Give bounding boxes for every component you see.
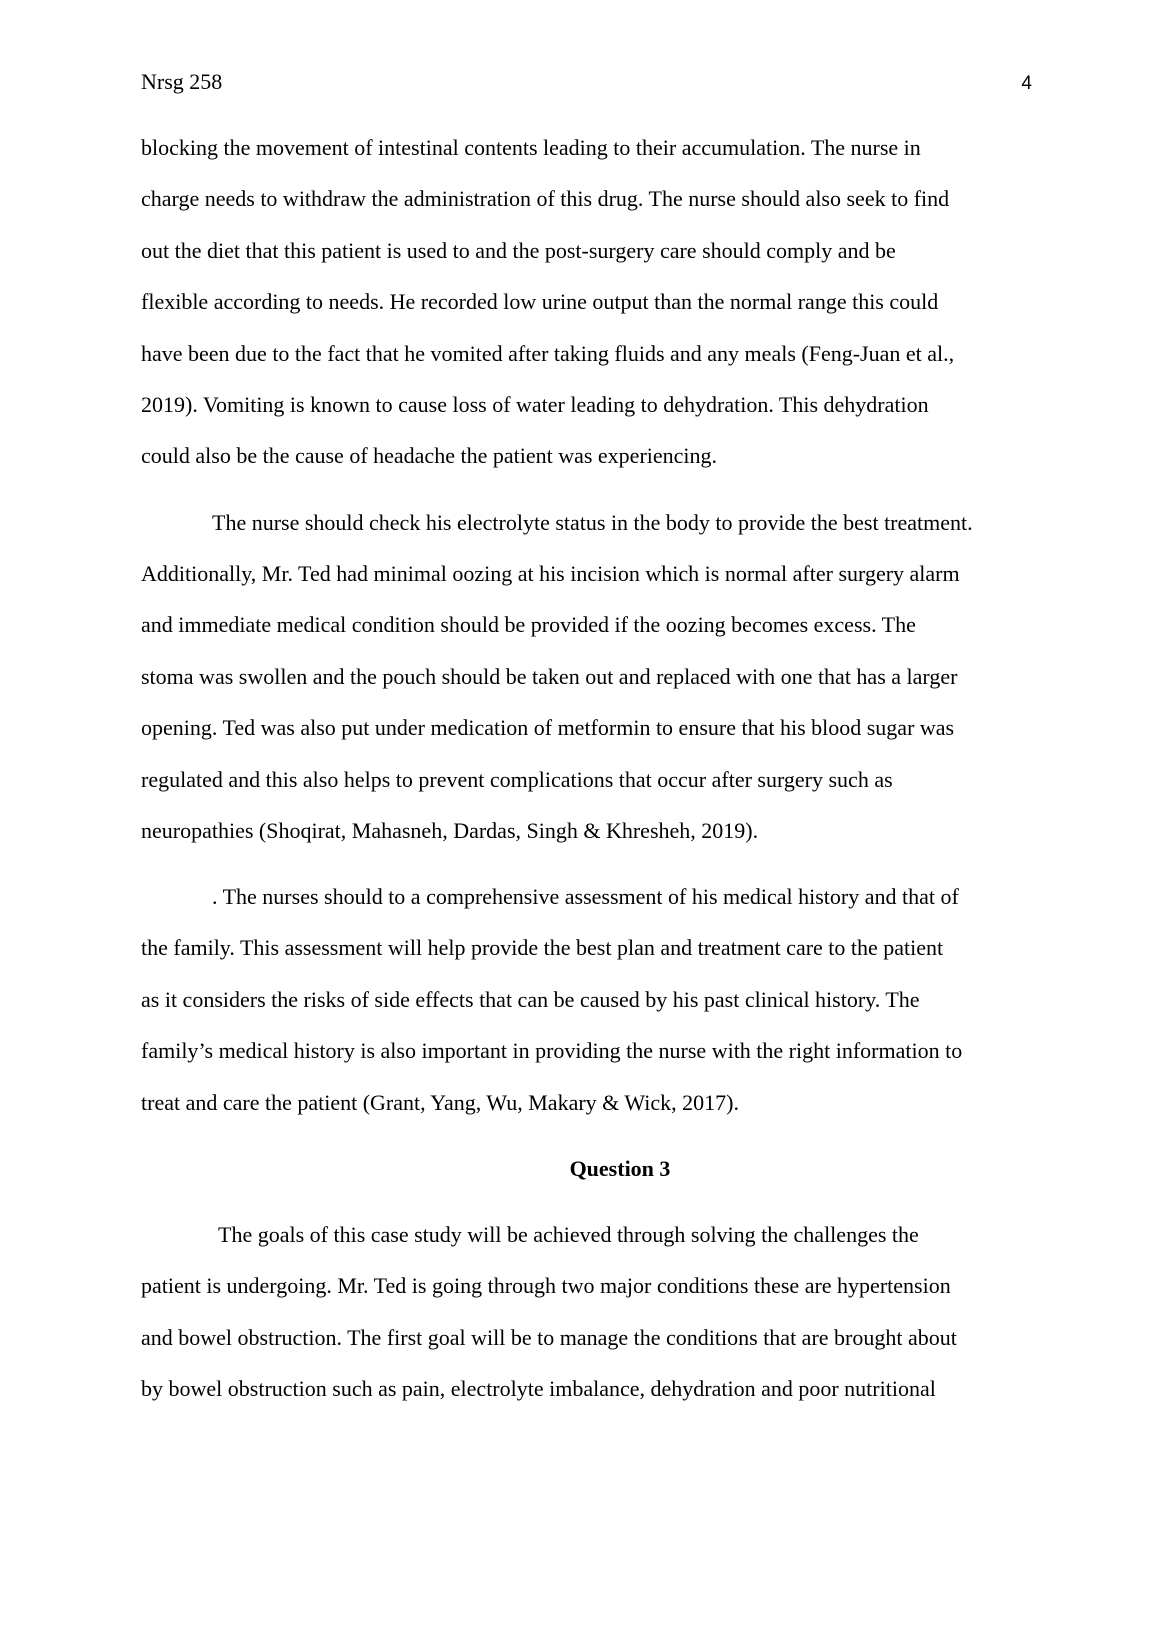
- text-line: opening. Ted was also put under medication of metformin to ensure that his blood sugar was: [141, 715, 955, 740]
- text-line: . The nurses should to a comprehensive assessment of his medical history and that of: [212, 884, 959, 909]
- text-line: could also be the cause of headache the patient was experiencing.: [141, 443, 718, 468]
- text-line: The nurse should check his electrolyte status in the body to provide the best treatment.: [212, 510, 973, 535]
- text-line: patient is undergoing. Mr. Ted is going through two major conditions these are hypertension: [141, 1273, 951, 1298]
- text-line: have been due to the fact that he vomited after taking fluids and any meals (Feng-Juan et al.,: [141, 341, 955, 366]
- text-line: treat and care the patient (Grant, Yang, Wu, Makary & Wick, 2017).: [141, 1090, 739, 1115]
- text-line: as it considers the risks of side effects that can be caused by his past clinical history. The: [141, 987, 920, 1012]
- text-line: flexible according to needs. He recorded low urine output than the normal range this could: [141, 289, 939, 314]
- text-line: by bowel obstruction such as pain, electrolyte imbalance, dehydration and poor nutritional: [141, 1376, 936, 1401]
- text-line: the family. This assessment will help provide the best plan and treatment care to the patient: [141, 935, 944, 960]
- text-line: The goals of this case study will be achieved through solving the challenges the: [218, 1222, 919, 1247]
- text-line: and bowel obstruction. The first goal will be to manage the conditions that are brought about: [141, 1325, 957, 1350]
- text-line: 2019). Vomiting is known to cause loss of water leading to dehydration. This dehydration: [141, 392, 929, 417]
- text-line: charge needs to withdraw the administration of this drug. The nurse should also seek to find: [141, 186, 950, 211]
- text-line: stoma was swollen and the pouch should be taken out and replaced with one that has a larger: [141, 664, 958, 689]
- text-line: out the diet that this patient is used to and the post-surgery care should comply and be: [141, 238, 896, 263]
- text-line: neuropathies (Shoqirat, Mahasneh, Dardas, Singh & Khresheh, 2019).: [141, 818, 759, 843]
- text-line: regulated and this also helps to prevent complications that occur after surgery such as: [141, 767, 893, 792]
- text-line: and immediate medical condition should be provided if the oozing becomes excess. The: [141, 612, 916, 637]
- section-heading: Question 3: [569, 1156, 671, 1181]
- text-line: family’s medical history is also important in providing the nurse with the right information to: [141, 1038, 963, 1063]
- text-line: Additionally, Mr. Ted had minimal oozing at his incision which is normal after surgery alarm: [141, 561, 960, 586]
- text-line: blocking the movement of intestinal contents leading to their accumulation. The nurse in: [141, 135, 921, 160]
- page-number: 4: [1021, 73, 1032, 94]
- running-head: Nrsg 258: [141, 69, 223, 94]
